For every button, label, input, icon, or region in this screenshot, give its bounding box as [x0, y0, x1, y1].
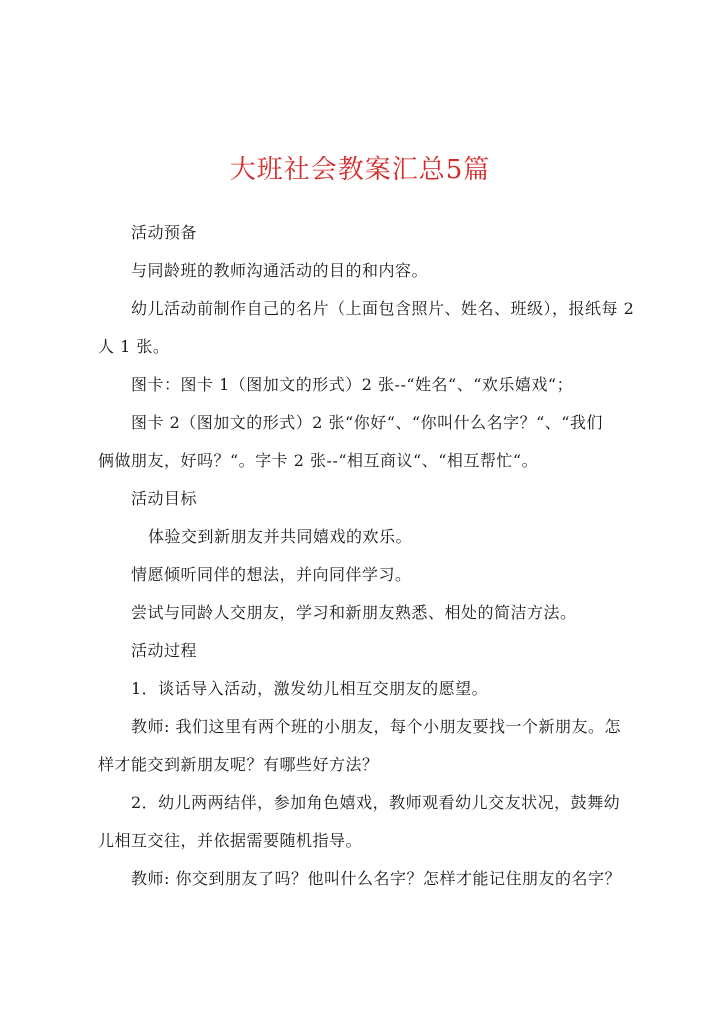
text-line: 与同龄班的教师沟通活动的目的和内容。 [131, 261, 429, 280]
text-line: 图卡 2（图加文的形式）2 张“你好“、“你叫什么名字？“、“我们 [131, 413, 603, 432]
text-line: 2．幼儿两两结伴，参加角色嬉戏，教师观看幼儿交友状况，鼓舞幼 [131, 793, 621, 812]
text-line: 活动预备 [131, 223, 198, 242]
text-line: 教师: 你交到朋友了吗？他叫什么名字？怎样才能记住朋友的名字？ [131, 869, 621, 888]
text-line: 尝试与同龄人交朋友，学习和新朋友熟悉、相处的简洁方法。 [131, 603, 577, 622]
text-line: 教师: 我们这里有两个班的小朋友，每个小朋友要找一个新朋友。怎 [131, 717, 621, 736]
text-line: 情愿倾听同伴的想法，并向同伴学习。 [131, 565, 412, 584]
document-body [98, 214, 636, 898]
text-line: 图卡：图卡 1（图加文的形式）2 张--“姓名“、“欢乐嬉戏“； [131, 375, 574, 394]
text-line: 活动过程 [131, 641, 198, 660]
text-line: 样才能交到新朋友呢？有哪些好方法？ [98, 755, 379, 774]
text-line: 幼儿活动前制作自己的名片（上面包含照片、姓名、班级），报纸每 2 [131, 299, 635, 318]
text-line: 体验交到新朋友并共同嬉戏的欢乐。 [148, 527, 413, 546]
text-line: 1．谈话导入活动，激发幼儿相互交朋友的愿望。 [131, 679, 489, 698]
text-line: 活动目标 [131, 489, 198, 508]
text-line: 人 1 张。 [98, 337, 170, 356]
text-line: 儿相互交往，并依据需要随机指导。 [98, 831, 363, 850]
document-title: 大班社会教案汇总5篇 [229, 155, 491, 185]
text-line: 俩做朋友，好吗？“。字卡 2 张--“相互商议“、“相互帮忙“。 [98, 451, 539, 470]
